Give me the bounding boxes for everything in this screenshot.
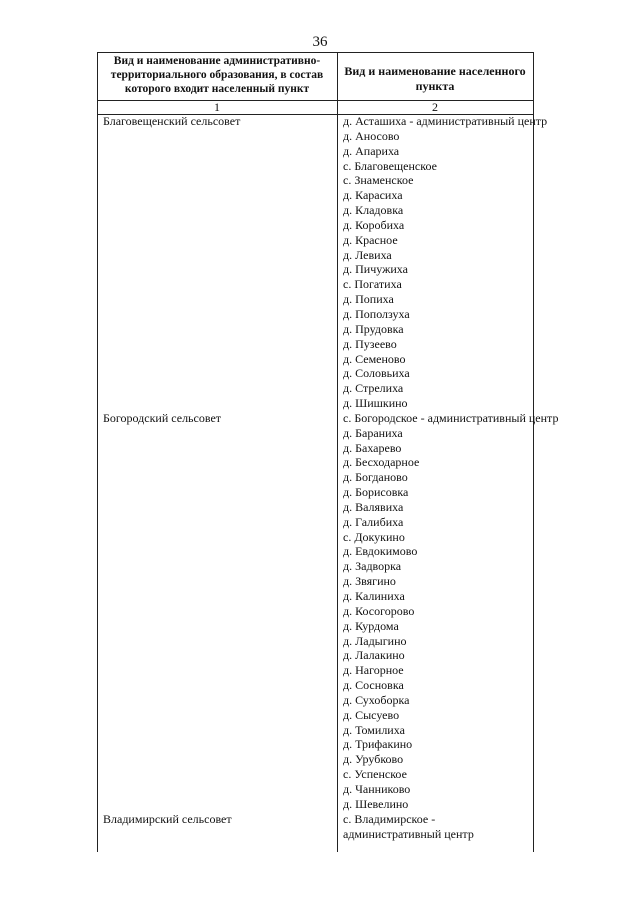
- settlement-item: д. Апариха: [343, 143, 400, 158]
- column-number-1: 1: [214, 100, 220, 114]
- settlement-item: д. Лалакино: [343, 648, 405, 663]
- admin-unit-name: Владимирский сельсовет: [103, 811, 232, 826]
- settlement-item: д. Задворка: [343, 559, 402, 574]
- settlement-item: д. Чанниково: [343, 781, 411, 796]
- settlement-item: д. Бесходарное: [343, 455, 420, 470]
- settlement-item: д. Шевелино: [343, 796, 409, 811]
- settlement-item: д. Бараниха: [343, 425, 403, 440]
- settlement-item: с. Успенское: [343, 767, 407, 782]
- header-col2: Вид и наименование населенного пункта: [344, 64, 526, 93]
- settlement-list: [337, 812, 533, 842]
- admin-unit-name: Богородский сельсовет: [103, 410, 222, 425]
- settlement-item: д. Аносово: [343, 128, 400, 143]
- settlement-item: с. Богородское - административный центр: [343, 410, 559, 425]
- settlement-list: [337, 410, 559, 812]
- settlement-item: с. Благовещенское: [343, 158, 437, 173]
- settlement-item: д. Пузеево: [343, 336, 397, 351]
- table-row: [97, 410, 559, 812]
- settlement-item: д. Калиниха: [343, 589, 405, 603]
- settlement-item: д. Пичужиха: [343, 262, 408, 277]
- settlement-list: [337, 114, 548, 411]
- table-right-border: [533, 52, 534, 852]
- settlement-item: д. Красное: [343, 232, 398, 247]
- settlement-item: д. Урубково: [343, 752, 404, 767]
- settlement-item: д. Сухоборка: [343, 692, 410, 707]
- settlement-item: д. Коробиха: [343, 217, 405, 232]
- settlement-item: д. Прудовка: [343, 321, 404, 336]
- settlement-item: д. Косогорово: [343, 603, 415, 618]
- settlement-item: д. Семеново: [343, 351, 406, 366]
- table-body: [97, 114, 559, 841]
- header-col1: Вид и наименование административно-территориального образования, в состав которого входит населенный пункт: [110, 55, 324, 95]
- settlement-item: д. Стрелиха: [343, 381, 404, 396]
- column-number-2: 2: [432, 100, 438, 114]
- settlement-item: д. Бахарево: [343, 440, 402, 455]
- admin-unit-name: Благовещенский сельсовет: [103, 114, 241, 128]
- table-header: [97, 52, 533, 100]
- settlement-item: д. Ладыгино: [343, 633, 407, 648]
- settlement-item: д. Богданово: [343, 470, 408, 485]
- settlement-item: с. Погатиха: [343, 277, 402, 292]
- settlement-item: д. Кладовка: [343, 203, 404, 218]
- settlement-item: д. Поползуха: [343, 306, 410, 321]
- settlement-item: д. Нагорное: [343, 663, 404, 678]
- settlement-item: с. Владимирское - административный центр: [343, 811, 474, 841]
- settlement-item: д. Асташиха - административный центр: [343, 114, 548, 128]
- settlement-item: д. Курдома: [343, 618, 399, 633]
- settlement-item: д. Валявиха: [343, 499, 404, 514]
- settlement-item: д. Трифакино: [343, 737, 413, 752]
- settlement-item: д. Сосновка: [343, 678, 404, 693]
- table-row: [97, 812, 533, 842]
- settlement-item: д. Левиха: [343, 247, 392, 262]
- settlement-item: с. Знаменское: [343, 173, 414, 188]
- settlement-item: д. Борисовка: [343, 485, 409, 500]
- settlement-item: д. Томилиха: [343, 722, 405, 737]
- settlement-item: д. Шишкино: [343, 396, 408, 411]
- settlement-item: д. Сысуево: [343, 707, 400, 722]
- page-number: 36: [312, 34, 328, 50]
- table-row: [97, 114, 548, 411]
- settlement-item: д. Евдокимово: [343, 544, 418, 559]
- settlement-item: д. Соловьиха: [343, 366, 410, 381]
- settlement-item: д. Попиха: [343, 292, 394, 307]
- settlement-item: д. Галибиха: [343, 514, 404, 529]
- settlement-item: с. Докукино: [343, 529, 405, 544]
- settlement-item: д. Звягино: [343, 574, 396, 589]
- settlement-item: д. Карасиха: [343, 188, 403, 203]
